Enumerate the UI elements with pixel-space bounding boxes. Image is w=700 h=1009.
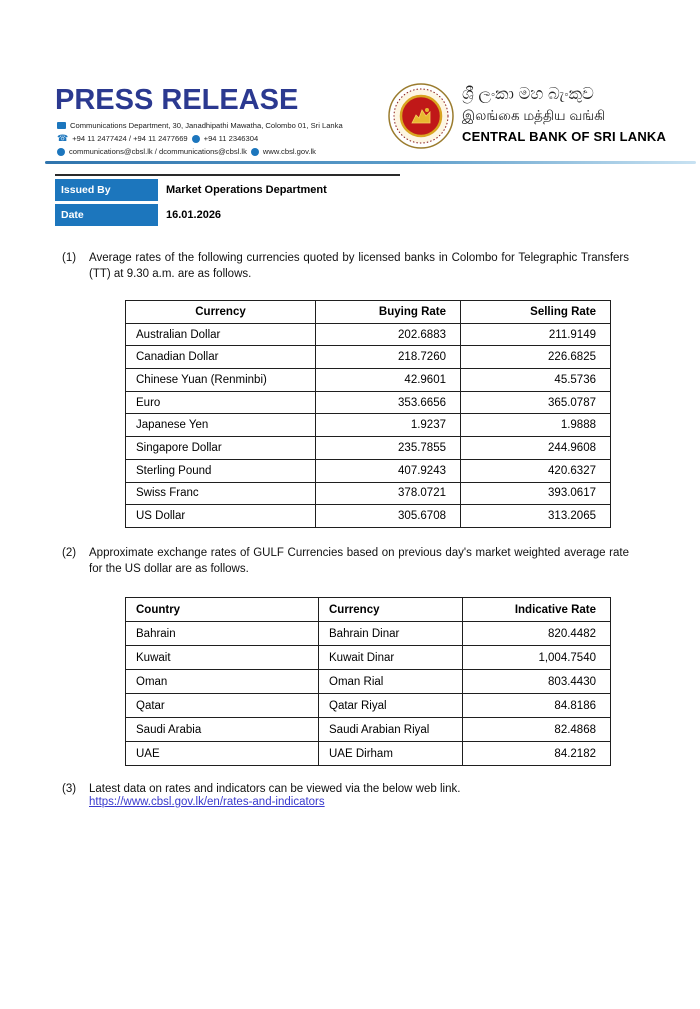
- table-row: [126, 459, 611, 482]
- country-cell: UAE: [126, 742, 319, 766]
- contact-website: www.cbsl.gov.lk: [262, 147, 316, 156]
- cbsl-emblem-graphic: [387, 82, 455, 150]
- contact-block: [57, 119, 343, 158]
- table-row: [126, 622, 611, 646]
- currency-cell: Bahrain Dinar: [319, 622, 463, 646]
- selling-rate-cell: 365.0787: [461, 391, 611, 414]
- buying-rate-cell: 202.6883: [316, 323, 461, 346]
- section-2-number: (2): [62, 547, 77, 559]
- gulf-rates-table: [125, 597, 611, 766]
- contact-phone-line: [57, 132, 343, 145]
- table-row: [126, 414, 611, 437]
- selling-rate-cell: 1.9888: [461, 414, 611, 437]
- cbsl-emblem: [387, 82, 455, 155]
- contact-email-line: [57, 145, 343, 158]
- section-1-number: (1): [62, 252, 77, 264]
- buying-rate-cell: 353.6656: [316, 391, 461, 414]
- currency-cell: Kuwait Dinar: [319, 646, 463, 670]
- table-row: [126, 482, 611, 505]
- currency-cell: Saudi Arabian Riyal: [319, 718, 463, 742]
- currency-cell: Oman Rial: [319, 670, 463, 694]
- column-header-buying: Buying Rate: [316, 301, 461, 324]
- date-row: [55, 204, 400, 226]
- column-header-indicative-rate: Indicative Rate: [463, 598, 611, 622]
- table-row: [126, 391, 611, 414]
- selling-rate-cell: 244.9608: [461, 437, 611, 460]
- bank-name-block: [462, 84, 692, 144]
- selling-rate-cell: 226.6825: [461, 346, 611, 369]
- column-header-currency: Currency: [126, 301, 316, 324]
- buying-rate-cell: 305.6708: [316, 505, 461, 528]
- contact-phone: +94 11 2477424 / +94 11 2477669: [72, 134, 188, 143]
- rates-indicators-link[interactable]: https://www.cbsl.gov.lk/en/rates-and-indicators: [89, 796, 325, 808]
- buying-rate-cell: 407.9243: [316, 459, 461, 482]
- table-row: [126, 670, 611, 694]
- bank-name-english: CENTRAL BANK OF SRI LANKA: [462, 129, 667, 145]
- table-header-row: [126, 598, 611, 622]
- currency-cell: Sterling Pound: [126, 459, 316, 482]
- indicative-rate-cell: 84.2182: [463, 742, 611, 766]
- section-1-text: Average rates of the following currencies quoted by licensed banks in Colombo for Telegraphic Transfers (TT) at 9.30 a.m. are as follows.: [89, 252, 629, 281]
- selling-rate-cell: 420.6327: [461, 459, 611, 482]
- phone-icon: ☎: [57, 133, 69, 143]
- selling-rate-cell: 393.0617: [461, 482, 611, 505]
- section-3-text: Latest data on rates and indicators can be viewed via the below web link.: [89, 783, 461, 795]
- indicative-rate-cell: 82.4868: [463, 718, 611, 742]
- contact-address: Communications Department, 30, Janadhipathi Mawatha, Colombo 01, Sri Lanka: [70, 121, 343, 130]
- currency-cell: Australian Dollar: [126, 323, 316, 346]
- table-row: [126, 323, 611, 346]
- table-row: [126, 742, 611, 766]
- currency-cell: Canadian Dollar: [126, 346, 316, 369]
- country-cell: Oman: [126, 670, 319, 694]
- issued-by-row: [55, 179, 400, 201]
- currency-cell: UAE Dirham: [319, 742, 463, 766]
- selling-rate-cell: 45.5736: [461, 369, 611, 392]
- indicative-rate-cell: 803.4430: [463, 670, 611, 694]
- buying-rate-cell: 42.9601: [316, 369, 461, 392]
- table-row: [126, 694, 611, 718]
- country-cell: Qatar: [126, 694, 319, 718]
- indicative-rate-cell: 84.8186: [463, 694, 611, 718]
- section-1-paragraph: [62, 250, 629, 283]
- table-row: [126, 437, 611, 460]
- currency-cell: Singapore Dollar: [126, 437, 316, 460]
- country-cell: Bahrain: [126, 622, 319, 646]
- table-row: [126, 718, 611, 742]
- section-3-number: (3): [62, 783, 77, 795]
- buying-rate-cell: 1.9237: [316, 414, 461, 437]
- bank-name-sinhala: ශ්‍රී ලංකා මහ බැංකුව: [462, 85, 594, 103]
- column-header-currency: Currency: [319, 598, 463, 622]
- contact-fax: +94 11 2346304: [203, 134, 259, 143]
- section-2-text: Approximate exchange rates of GULF Currencies based on previous day's market weighted average rate for the US dollar are as follows.: [89, 547, 629, 576]
- contact-email: communications@cbsl.lk / dcommunications@cbsl.lk: [69, 147, 247, 156]
- indicative-rate-cell: 1,004.7540: [463, 646, 611, 670]
- meta-block: [55, 174, 400, 226]
- table-row: [126, 369, 611, 392]
- currency-cell: US Dollar: [126, 505, 316, 528]
- date-label: Date: [55, 204, 158, 226]
- currency-cell: Swiss Franc: [126, 482, 316, 505]
- contact-address-line: [57, 119, 343, 132]
- date-value: 16.01.2026: [166, 209, 222, 221]
- meta-top-border: [55, 174, 400, 176]
- table-row: [126, 646, 611, 670]
- globe-icon: [251, 148, 259, 156]
- issued-by-label: Issued By: [55, 179, 158, 201]
- envelope-icon: [57, 122, 66, 129]
- selling-rate-cell: 211.9149: [461, 323, 611, 346]
- currency-cell: Euro: [126, 391, 316, 414]
- country-cell: Kuwait: [126, 646, 319, 670]
- tt-rates-table: [125, 300, 611, 528]
- issued-by-value: Market Operations Department: [166, 184, 327, 196]
- column-header-country: Country: [126, 598, 319, 622]
- section-3-paragraph: [62, 781, 629, 797]
- printer-icon: [192, 135, 200, 143]
- indicative-rate-cell: 820.4482: [463, 622, 611, 646]
- column-header-selling: Selling Rate: [461, 301, 611, 324]
- selling-rate-cell: 313.2065: [461, 505, 611, 528]
- buying-rate-cell: 235.7855: [316, 437, 461, 460]
- buying-rate-cell: 378.0721: [316, 482, 461, 505]
- currency-cell: Qatar Riyal: [319, 694, 463, 718]
- table-row: [126, 505, 611, 528]
- country-cell: Saudi Arabia: [126, 718, 319, 742]
- section-2-paragraph: [62, 545, 629, 578]
- currency-cell: Chinese Yuan (Renminbi): [126, 369, 316, 392]
- currency-cell: Japanese Yen: [126, 414, 316, 437]
- header-divider: [45, 161, 696, 164]
- email-icon: [57, 148, 65, 156]
- press-release-title: PRESS RELEASE: [55, 84, 299, 116]
- table-row: [126, 346, 611, 369]
- buying-rate-cell: 218.7260: [316, 346, 461, 369]
- bank-name-tamil: இலங்கை மத்திய வங்கி: [462, 107, 606, 123]
- table-header-row: [126, 301, 611, 324]
